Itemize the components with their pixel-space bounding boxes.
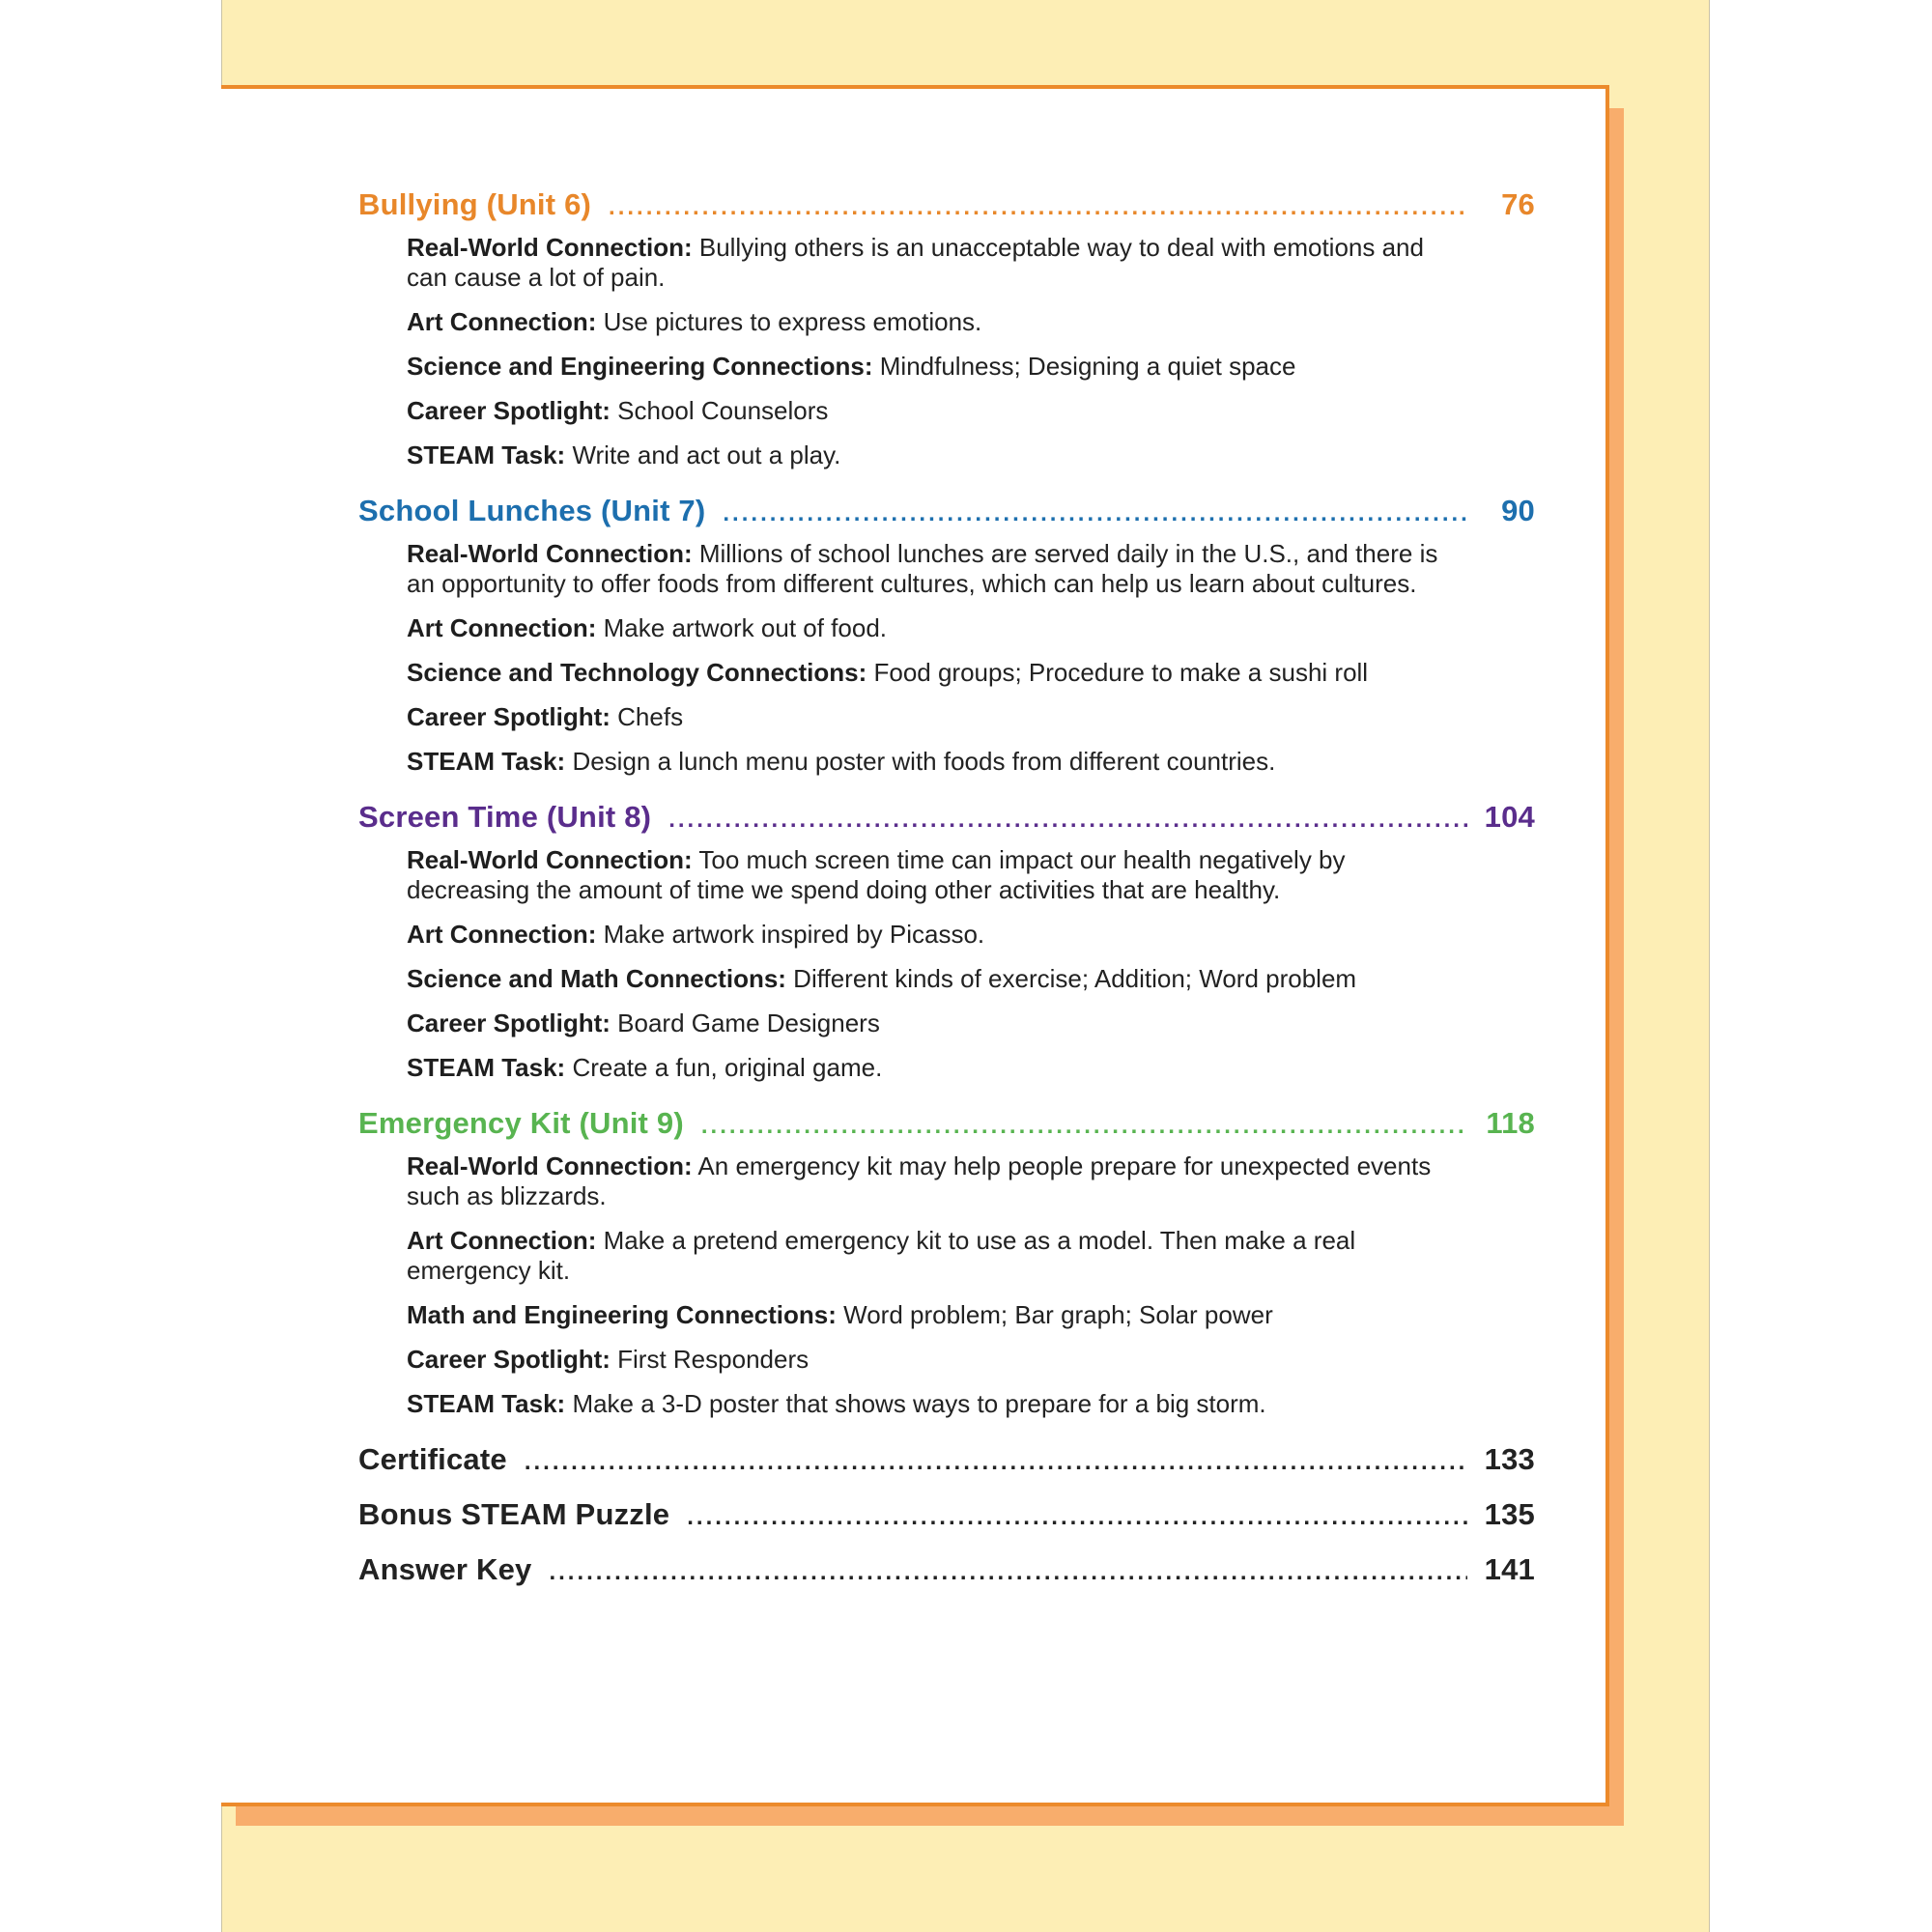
subitem-label: Art Connection: <box>407 920 597 949</box>
toc-page-number: 135 <box>1484 1497 1535 1531</box>
toc-subitem <box>358 539 1469 599</box>
subitem-text: Different kinds of exercise; Addition; Word problem <box>785 964 1357 993</box>
toc-subitem <box>358 1009 1469 1038</box>
subitem-label: Real-World Connection: <box>407 539 693 568</box>
toc-entry-title: Emergency Kit (Unit 9) <box>358 1106 684 1140</box>
dot-leader <box>609 188 1469 227</box>
toc-entry-school-lunches[interactable] <box>358 492 1535 533</box>
table-of-contents <box>358 185 1535 1605</box>
subitem-text: Make a 3-D poster that shows ways to prepare for a big storm. <box>565 1389 1266 1418</box>
toc-subitem <box>358 233 1469 293</box>
toc-subitem <box>358 352 1469 382</box>
subitem-text: Make a pretend emergency kit to use as a model. Then make a real emergency kit. <box>407 1226 1356 1285</box>
toc-subitem <box>358 702 1469 732</box>
toc-subitem <box>358 920 1469 950</box>
subitem-label: Art Connection: <box>407 1226 597 1255</box>
toc-entry-screen-time[interactable] <box>358 798 1535 839</box>
toc-subitem <box>358 845 1469 905</box>
subitem-text: School Counselors <box>610 396 829 425</box>
subitem-text: Create a fun, original game. <box>565 1053 883 1082</box>
toc-entry-title: Answer Key <box>358 1552 532 1586</box>
subitem-text: An emergency kit may help people prepare for unexpected events such as blizzards. <box>407 1151 1432 1210</box>
toc-entry-bullying[interactable] <box>358 185 1535 227</box>
dot-leader <box>723 495 1469 533</box>
subitem-label: Science and Technology Connections: <box>407 658 867 687</box>
subitem-label: STEAM Task: <box>407 1053 566 1082</box>
dot-leader <box>525 1443 1467 1482</box>
toc-subitem <box>358 307 1469 337</box>
subitem-text: Make artwork inspired by Picasso. <box>596 920 985 949</box>
toc-page-number: 90 <box>1501 494 1535 527</box>
subitem-label: Real-World Connection: <box>407 1151 693 1180</box>
toc-section-unit-6 <box>358 185 1535 470</box>
toc-page-number: 133 <box>1484 1442 1535 1476</box>
toc-subitem <box>358 396 1469 426</box>
subitem-label: Art Connection: <box>407 307 597 336</box>
toc-entry-title: Bonus STEAM Puzzle <box>358 1497 670 1531</box>
toc-page-number: 76 <box>1501 187 1535 221</box>
subitem-text: Chefs <box>610 702 684 731</box>
subitem-text: Too much screen time can impact our health negatively by decreasing the amount of time we spend doing other activities that are healthy. <box>407 845 1346 904</box>
dot-leader <box>687 1498 1466 1537</box>
toc-section-unit-7 <box>358 492 1535 777</box>
toc-subitem <box>358 1389 1469 1419</box>
toc-subitem <box>358 1053 1469 1083</box>
toc-subitem <box>358 658 1469 688</box>
subitem-text: Millions of school lunches are served daily in the U.S., and there is an opportunity to offer foods from different cultures, which can help us learn about cultures. <box>407 539 1438 598</box>
subitem-text: Word problem; Bar graph; Solar power <box>836 1300 1273 1329</box>
toc-section-unit-8 <box>358 798 1535 1083</box>
subitem-label: Real-World Connection: <box>407 845 693 874</box>
dot-leader <box>668 801 1466 839</box>
subitem-label: Science and Engineering Connections: <box>407 352 873 381</box>
subitem-text: Food groups; Procedure to make a sushi roll <box>867 658 1369 687</box>
toc-entry-title: School Lunches (Unit 7) <box>358 494 706 527</box>
toc-section-unit-9 <box>358 1104 1535 1419</box>
subitem-text: Mindfulness; Designing a quiet space <box>872 352 1296 381</box>
toc-subitem <box>358 440 1469 470</box>
subitem-text: Design a lunch menu poster with foods from different countries. <box>565 747 1276 776</box>
toc-entry-title: Bullying (Unit 6) <box>358 187 592 221</box>
toc-page-number: 141 <box>1484 1552 1535 1586</box>
dot-leader <box>549 1553 1466 1592</box>
toc-entry-title: Screen Time (Unit 8) <box>358 800 652 834</box>
toc-subitem <box>358 1300 1469 1330</box>
subitem-text: Board Game Designers <box>610 1009 880 1037</box>
subitem-label: Science and Math Connections: <box>407 964 786 993</box>
subitem-label: STEAM Task: <box>407 747 566 776</box>
subitem-label: Career Spotlight: <box>407 702 611 731</box>
subitem-label: STEAM Task: <box>407 1389 566 1418</box>
toc-subitem <box>358 964 1469 994</box>
toc-back-matter <box>358 1440 1535 1592</box>
subitem-label: Career Spotlight: <box>407 396 611 425</box>
toc-entry-emergency-kit[interactable] <box>358 1104 1535 1146</box>
toc-subitem <box>358 1226 1469 1286</box>
subitem-label: STEAM Task: <box>407 440 566 469</box>
subitem-label: Career Spotlight: <box>407 1345 611 1374</box>
subitem-label: Real-World Connection: <box>407 233 693 262</box>
toc-entry-certificate[interactable] <box>358 1440 1535 1482</box>
toc-page-number: 104 <box>1484 800 1535 834</box>
dot-leader <box>701 1107 1469 1146</box>
toc-entry-title: Certificate <box>358 1442 507 1476</box>
subitem-label: Career Spotlight: <box>407 1009 611 1037</box>
subitem-label: Art Connection: <box>407 613 597 642</box>
toc-subitem <box>358 613 1469 643</box>
toc-subitem <box>358 1345 1469 1375</box>
subitem-text: Write and act out a play. <box>565 440 841 469</box>
toc-entry-bonus-steam-puzzle[interactable] <box>358 1495 1535 1537</box>
toc-subitem <box>358 1151 1469 1211</box>
subitem-text: Bullying others is an unacceptable way to deal with emotions and can cause a lot of pain. <box>407 233 1424 292</box>
toc-page-number: 118 <box>1486 1106 1535 1140</box>
toc-entry-answer-key[interactable] <box>358 1550 1535 1592</box>
toc-subitem <box>358 747 1469 777</box>
subitem-label: Math and Engineering Connections: <box>407 1300 837 1329</box>
subitem-text: Use pictures to express emotions. <box>596 307 982 336</box>
subitem-text: First Responders <box>610 1345 810 1374</box>
subitem-text: Make artwork out of food. <box>596 613 888 642</box>
